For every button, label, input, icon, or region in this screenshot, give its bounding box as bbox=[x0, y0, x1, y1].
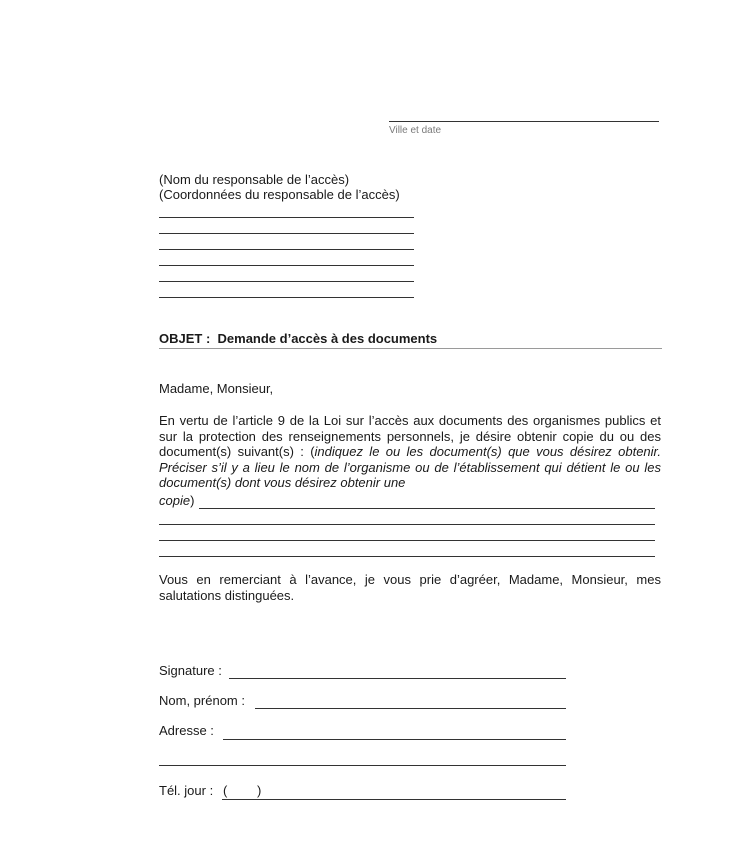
recipient-address-line[interactable] bbox=[159, 217, 414, 218]
closing-formula: Vous en remerciant à l’avance, je vous prie d’agréer, Madame, Monsieur, mes salutations distinguées. bbox=[159, 572, 661, 603]
copie-line bbox=[159, 493, 661, 509]
recipient-block bbox=[159, 172, 400, 202]
letter-body-text: En vertu de l’article 9 de la Loi sur l’accès aux documents des organismes publics et sur la protection des renseignements personnels, je désire obtenir copie du ou des document(s) suivant(s) : ( bbox=[159, 413, 661, 459]
recipient-address-line[interactable] bbox=[159, 233, 414, 234]
address-field-line-2[interactable] bbox=[159, 765, 566, 766]
subject-line bbox=[159, 331, 662, 349]
recipient-address-line[interactable] bbox=[159, 297, 414, 298]
documents-fill-line[interactable] bbox=[159, 556, 655, 557]
recipient-coords-placeholder: (Coordonnées du responsable de l’accès) bbox=[159, 187, 400, 202]
documents-fill-line[interactable] bbox=[199, 508, 655, 509]
recipient-address-line[interactable] bbox=[159, 281, 414, 282]
phone-field[interactable] bbox=[222, 799, 566, 800]
subject-separator: : bbox=[202, 331, 218, 346]
name-label: Nom, prénom : bbox=[159, 693, 245, 708]
date-fill-line[interactable] bbox=[389, 121, 659, 122]
signature-field[interactable] bbox=[229, 678, 566, 679]
documents-fill-line[interactable] bbox=[159, 540, 655, 541]
letter-body-instructions: indiquez le ou les document(s) que vous désirez obtenir. Préciser s’il y a lieu le nom de l’organisme ou de l’établissement qui détient le ou les document(s) dont vous désirez obtenir une bbox=[159, 444, 662, 490]
recipient-address-line[interactable] bbox=[159, 249, 414, 250]
address-label: Adresse : bbox=[159, 723, 214, 738]
signature-label: Signature : bbox=[159, 663, 222, 678]
name-field[interactable] bbox=[255, 708, 566, 709]
recipient-name-placeholder: (Nom du responsable de l’accès) bbox=[159, 172, 350, 187]
salutation: Madame, Monsieur, bbox=[159, 381, 274, 396]
letter-body bbox=[159, 413, 661, 491]
phone-area-close: ) bbox=[257, 783, 262, 798]
recipient-address-line[interactable] bbox=[159, 265, 414, 266]
date-caption: Ville et date bbox=[389, 125, 442, 136]
subject-label: OBJET bbox=[159, 331, 203, 346]
phone-area-open: ( bbox=[223, 783, 228, 798]
subject-text: Demande d’accès à des documents bbox=[217, 331, 438, 346]
copie-word: copie bbox=[159, 493, 191, 508]
address-field[interactable] bbox=[223, 739, 566, 740]
documents-fill-line[interactable] bbox=[159, 524, 655, 525]
copie-close-paren: ) bbox=[190, 493, 195, 508]
phone-label: Tél. jour : bbox=[159, 783, 214, 798]
